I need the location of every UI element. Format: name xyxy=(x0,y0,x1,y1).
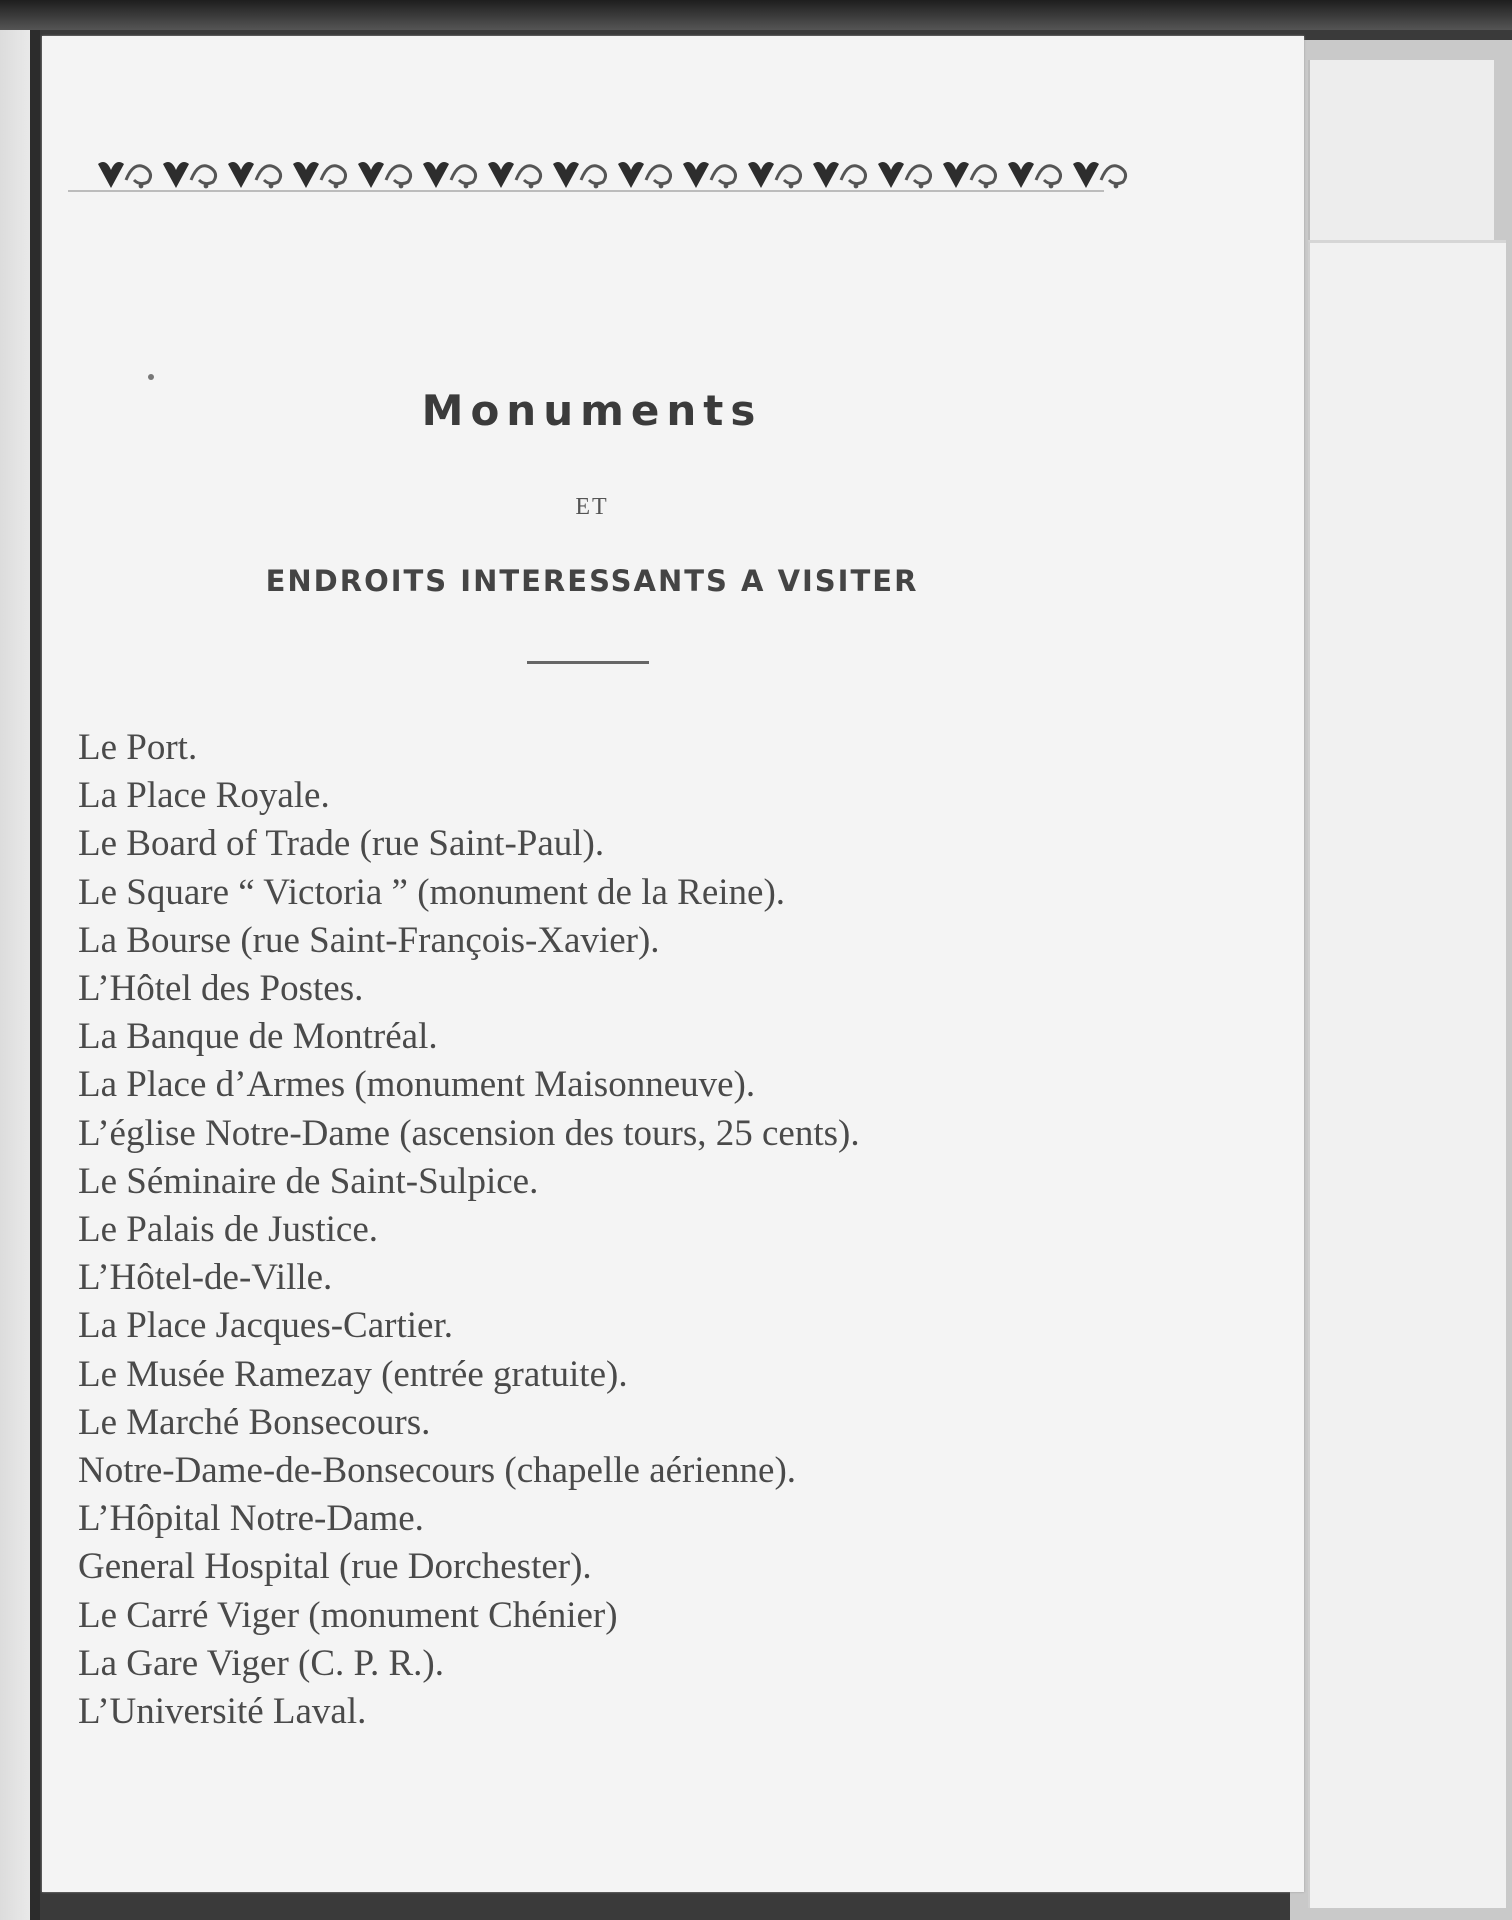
ornament-unit xyxy=(683,162,736,188)
ornament-unit xyxy=(618,162,671,188)
list-item: Le Séminaire de Saint-Sulpice. xyxy=(78,1160,539,1202)
list-item: Le Board of Trade (rue Saint-Paul). xyxy=(78,823,605,865)
list-item: L’Université Laval. xyxy=(78,1691,367,1733)
header-rule xyxy=(68,190,1104,192)
list-item: La Gare Viger (C. P. R.). xyxy=(78,1642,444,1684)
list-item: La Place Royale. xyxy=(78,775,330,817)
list-item: Le Musée Ramezay (entrée gratuite). xyxy=(78,1353,628,1395)
ornament-unit xyxy=(1073,162,1126,188)
page-title: Monuments xyxy=(421,386,763,435)
print-speck xyxy=(148,374,154,380)
title-conjunction: ET xyxy=(575,494,609,520)
list-item: L’Hôpital Notre-Dame. xyxy=(78,1498,424,1540)
list-item: La Banque de Montréal. xyxy=(78,1016,438,1058)
list-item: Le Square “ Victoria ” (monument de la Reine). xyxy=(78,871,786,913)
title-divider xyxy=(527,661,649,664)
ornament-unit xyxy=(878,162,931,188)
list-item: L’église Notre-Dame (ascension des tours, 25 cents). xyxy=(78,1112,860,1154)
list-item: L’Hôtel-de-Ville. xyxy=(78,1257,333,1299)
scan-top-border xyxy=(0,0,1512,30)
ornament-unit xyxy=(423,162,476,188)
ornament-unit xyxy=(488,162,541,188)
list-item: Le Port. xyxy=(78,727,198,768)
list-item: Le Carré Viger (monument Chénier) xyxy=(78,1594,618,1636)
ornament-unit xyxy=(553,162,606,188)
book-gutter xyxy=(30,30,40,1920)
book-page xyxy=(42,36,1304,1892)
page-subtitle: ENDROITS INTERESSANTS A VISITER xyxy=(265,564,919,598)
ornament-unit xyxy=(358,162,411,188)
ornament-unit xyxy=(748,162,801,188)
list-item: La Place Jacques-Cartier. xyxy=(78,1305,453,1347)
ornament-unit xyxy=(228,162,281,188)
list-item: Le Marché Bonsecours. xyxy=(78,1401,431,1443)
next-page-edge-lower xyxy=(1308,240,1506,1908)
previous-page-edge xyxy=(0,30,30,1920)
list-item: Notre-Dame-de-Bonsecours (chapelle aérienne). xyxy=(78,1450,797,1492)
ornament-unit xyxy=(163,162,216,188)
list-item: General Hospital (rue Dorchester). xyxy=(78,1546,592,1588)
ornament-unit xyxy=(813,162,866,188)
list-item: La Place d’Armes (monument Maisonneuve). xyxy=(78,1064,756,1106)
vine-leaf-border-icon xyxy=(94,148,1134,200)
ornament-unit xyxy=(98,162,151,188)
ornament-unit xyxy=(943,162,996,188)
places-list xyxy=(78,724,860,1736)
ornament-unit xyxy=(1008,162,1061,188)
list-item: L’Hôtel des Postes. xyxy=(78,968,364,1010)
list-item: La Bourse (rue Saint-François-Xavier). xyxy=(78,919,660,961)
list-item: Le Palais de Justice. xyxy=(78,1209,379,1251)
ornament-unit xyxy=(293,162,346,188)
